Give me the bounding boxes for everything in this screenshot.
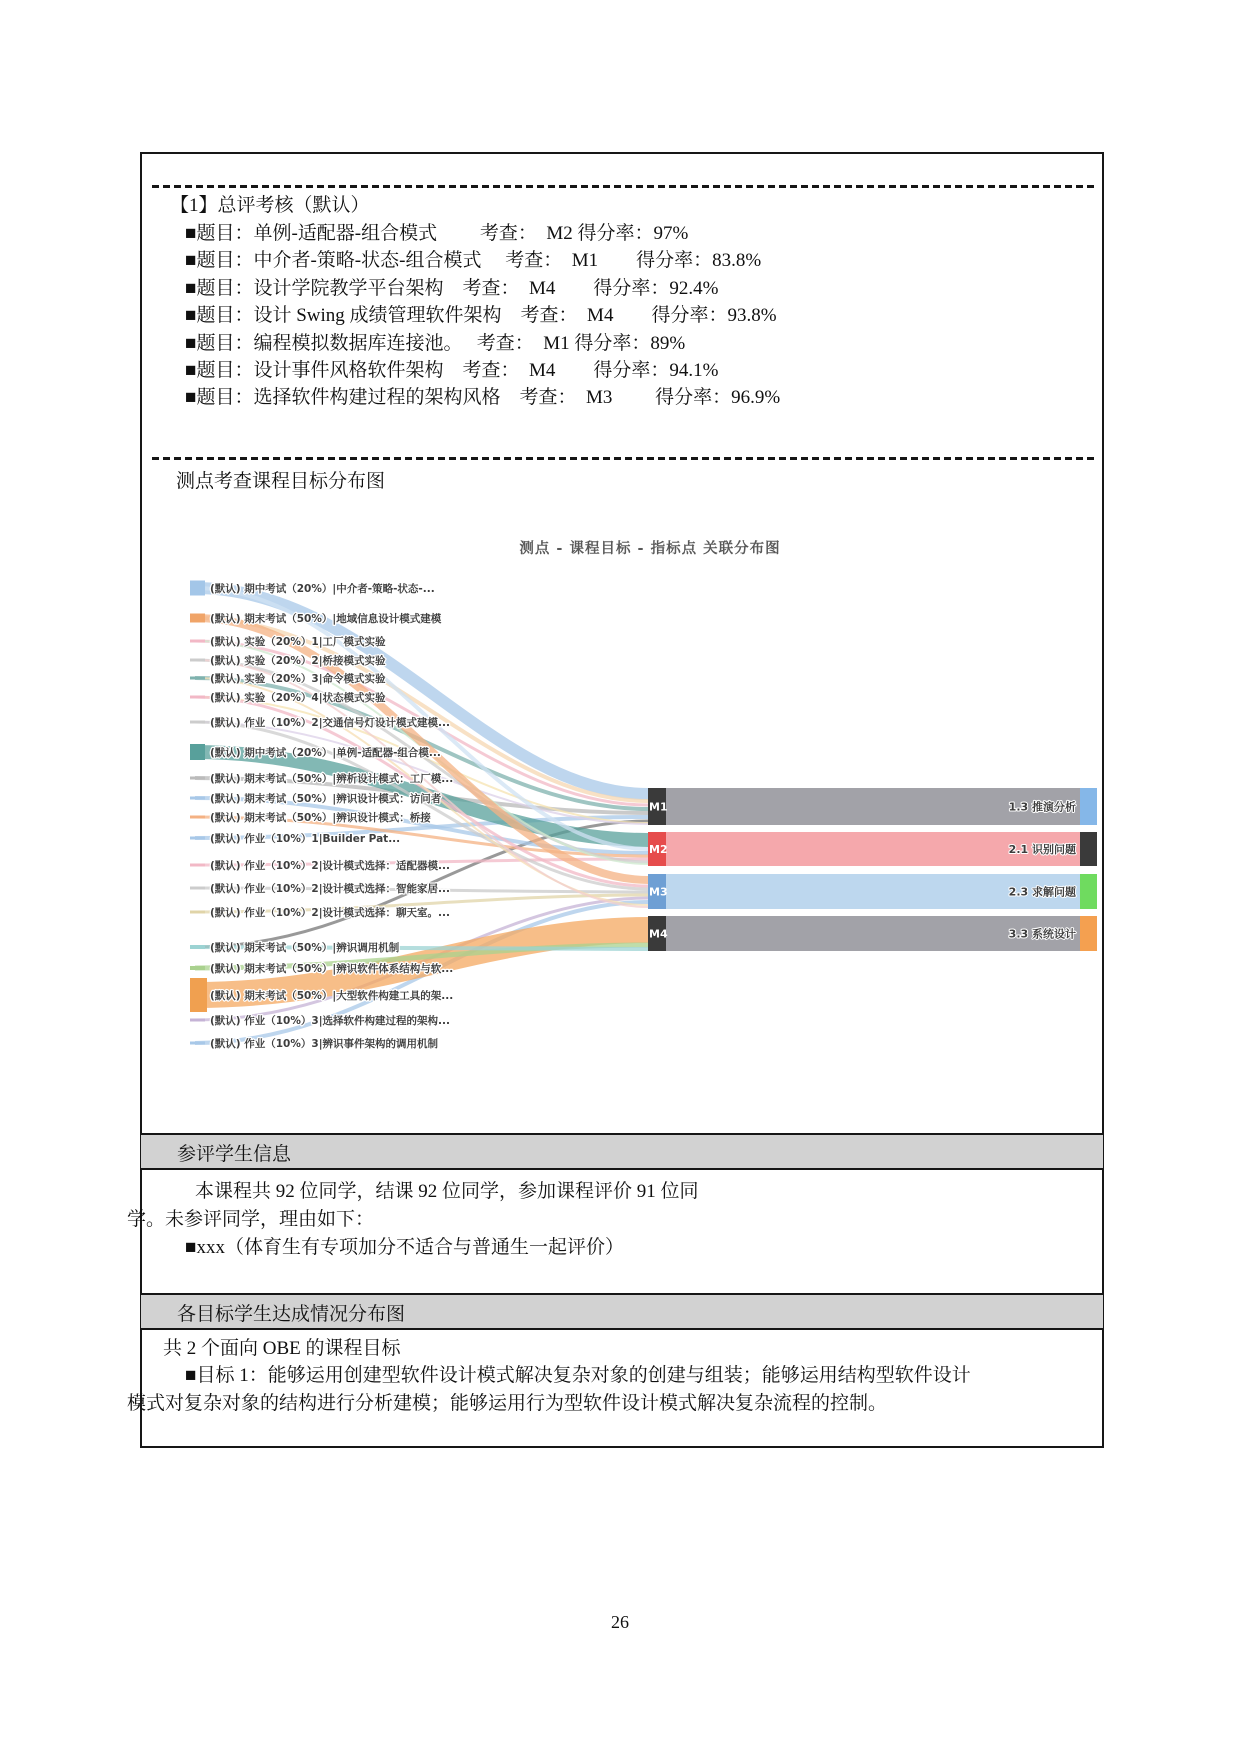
sankey-left-node bbox=[190, 677, 205, 680]
sankey-chart-title: 测点 - 课程目标 - 指标点 关联分布图 bbox=[519, 541, 781, 557]
sankey-left-label: (默认) 期末考试（50%）|地域信息设计模式建模 bbox=[210, 613, 442, 625]
assessment-item: ■题目：编程模拟数据库连接池。 考查： M1 得分率：89% bbox=[185, 332, 686, 354]
sankey-left-node bbox=[190, 837, 205, 840]
assessment-item: ■题目：设计事件风格软件架构 考查： M4 得分率：94.1% bbox=[185, 360, 719, 381]
sankey-left-label: (默认) 作业（10%）3|选择软件构建过程的架构... bbox=[210, 1015, 450, 1027]
sankey-left-label: (默认) 实验（20%）4|状态模式实验 bbox=[210, 692, 386, 704]
dashed-divider-bottom bbox=[152, 457, 1094, 460]
sankey-left-label: (默认) 期末考试（50%）|辨识调用机制 bbox=[210, 942, 400, 954]
sankey-left-label: (默认) 期中考试（20%）|单例-适配器-组合模... bbox=[210, 747, 441, 759]
sankey-left-node bbox=[190, 797, 205, 800]
students-line3: ■xxx（体育生有专项加分不适合与普通生一起评价） bbox=[185, 1237, 624, 1258]
sankey-left-node bbox=[190, 887, 205, 890]
sankey-mid-node-label: M3 bbox=[649, 885, 668, 899]
sankey-right-label: 2.1 识别问题 bbox=[1008, 843, 1076, 856]
sankey-right-node bbox=[1080, 874, 1097, 909]
sankey-mid-node-label: M2 bbox=[649, 843, 668, 856]
sankey-left-node bbox=[190, 659, 205, 662]
sankey-left-label: (默认) 期末考试（50%）|大型软件构建工具的架... bbox=[210, 990, 454, 1002]
assessment-item: ■题目：设计学院教学平台架构 考查： M4 得分率：92.4% bbox=[185, 277, 719, 299]
sankey-left-node bbox=[190, 614, 205, 623]
targets-line3: 模式对复杂对象的结构进行分析建模；能够运用行为型软件设计模式解决复杂流程的控制。 bbox=[127, 1393, 888, 1414]
sankey-left-node bbox=[190, 816, 205, 819]
sankey-right-node bbox=[1080, 788, 1097, 825]
sankey-right-label: 3.3 系统设计 bbox=[1008, 927, 1076, 941]
page-number: 26 bbox=[611, 1612, 629, 1632]
sankey-mid-node-label: M1 bbox=[649, 800, 668, 814]
targets-line1: 共 2 个面向 OBE 的课程目标 bbox=[163, 1338, 401, 1359]
sankey-left-label: (默认) 实验（20%）2|桥接模式实验 bbox=[210, 655, 386, 667]
section1-heading: 【1】总评考核（默认） bbox=[170, 195, 370, 216]
sankey-left-label: (默认) 期末考试（50%）|辨识设计模式：访问者 bbox=[210, 793, 442, 805]
assessment-item: ■题目：选择软件构建过程的架构风格 考查： M3 得分率：96.9% bbox=[185, 387, 781, 409]
students-line2: 学。未参评同学，理由如下： bbox=[127, 1209, 375, 1230]
sankey-right-label: 2.3 求解问题 bbox=[1008, 885, 1076, 899]
sankey-left-label: (默认) 实验（20%）3|命令模式实验 bbox=[210, 673, 386, 685]
sankey-left-label: (默认) 作业（10%）2|设计模式选择：智能家居... bbox=[210, 883, 450, 895]
sankey-left-node bbox=[190, 911, 205, 914]
chart-caption: 测点考查课程目标分布图 bbox=[176, 471, 386, 492]
sankey-left-node bbox=[190, 721, 205, 724]
sankey-left-label: (默认) 作业（10%）1|Builder Pat... bbox=[210, 833, 401, 845]
students-line1: 本课程共 92 位同学，结课 92 位同学，参加课程评价 91 位同 bbox=[195, 1181, 699, 1202]
sankey-right-node bbox=[1080, 832, 1097, 866]
sankey-left-label: (默认) 作业（10%）2|设计模式选择：聊天室。... bbox=[210, 907, 450, 919]
sankey-svg bbox=[140, 555, 1105, 1060]
sankey-left-node bbox=[190, 1042, 205, 1045]
sankey-left-label: (默认) 作业（10%）3|辨识事件架构的调用机制 bbox=[210, 1038, 439, 1050]
sankey-left-node bbox=[190, 744, 205, 760]
students-section-bar bbox=[141, 1133, 1103, 1170]
sankey-left-label: (默认) 期中考试（20%）|中介者-策略-状态-... bbox=[210, 583, 435, 595]
targets-section-heading: 各目标学生达成情况分布图 bbox=[177, 1304, 406, 1325]
assessment-item: ■题目：设计 Swing 成绩管理软件架构 考查： M4 得分率：93.8% bbox=[185, 305, 777, 327]
targets-line2: ■目标 1：能够运用创建型软件设计模式解决复杂对象的创建与组装；能够运用结构型软件设计 bbox=[185, 1365, 971, 1386]
assessment-item: ■题目：单例-适配器-组合模式 考查： M2 得分率：97% bbox=[185, 223, 689, 244]
students-section-heading: 参评学生信息 bbox=[177, 1144, 292, 1165]
sankey-left-node bbox=[190, 966, 205, 970]
assessment-item: ■题目：中介者-策略-状态-组合模式 考查： M1 得分率：83.8% bbox=[185, 250, 762, 272]
sankey-left-label: (默认) 实验（20%）1|工厂模式实验 bbox=[210, 636, 386, 648]
sankey-right-label: 1.3 推演分析 bbox=[1008, 800, 1076, 814]
dashed-divider-top bbox=[152, 185, 1094, 188]
sankey-left-label: (默认) 作业（10%）2|交通信号灯设计模式建模... bbox=[210, 717, 450, 729]
sankey-right-node bbox=[1080, 916, 1097, 951]
targets-section-bar bbox=[141, 1293, 1103, 1330]
sankey-left-label: (默认) 作业（10%）2|设计模式选择：适配器模... bbox=[210, 860, 450, 872]
sankey-left-node bbox=[190, 640, 205, 643]
sankey-left-node bbox=[190, 696, 205, 699]
sankey-left-node bbox=[190, 945, 205, 949]
sankey-left-node bbox=[190, 777, 205, 780]
sankey-left-node bbox=[190, 1019, 205, 1022]
sankey-mid-node-label: M4 bbox=[649, 927, 668, 941]
sankey-left-label: (默认) 期末考试（50%）|辨识设计模式：桥接 bbox=[210, 812, 431, 824]
sankey-left-label: (默认) 期末考试（50%）|辨识软件体系结构与软... bbox=[210, 963, 454, 975]
sankey-left-node bbox=[190, 864, 205, 867]
sankey-left-label: (默认) 期末考试（50%）|辨析设计模式：工厂模... bbox=[210, 773, 454, 785]
sankey-left-node bbox=[190, 581, 205, 596]
sankey-left-node bbox=[190, 978, 207, 1012]
